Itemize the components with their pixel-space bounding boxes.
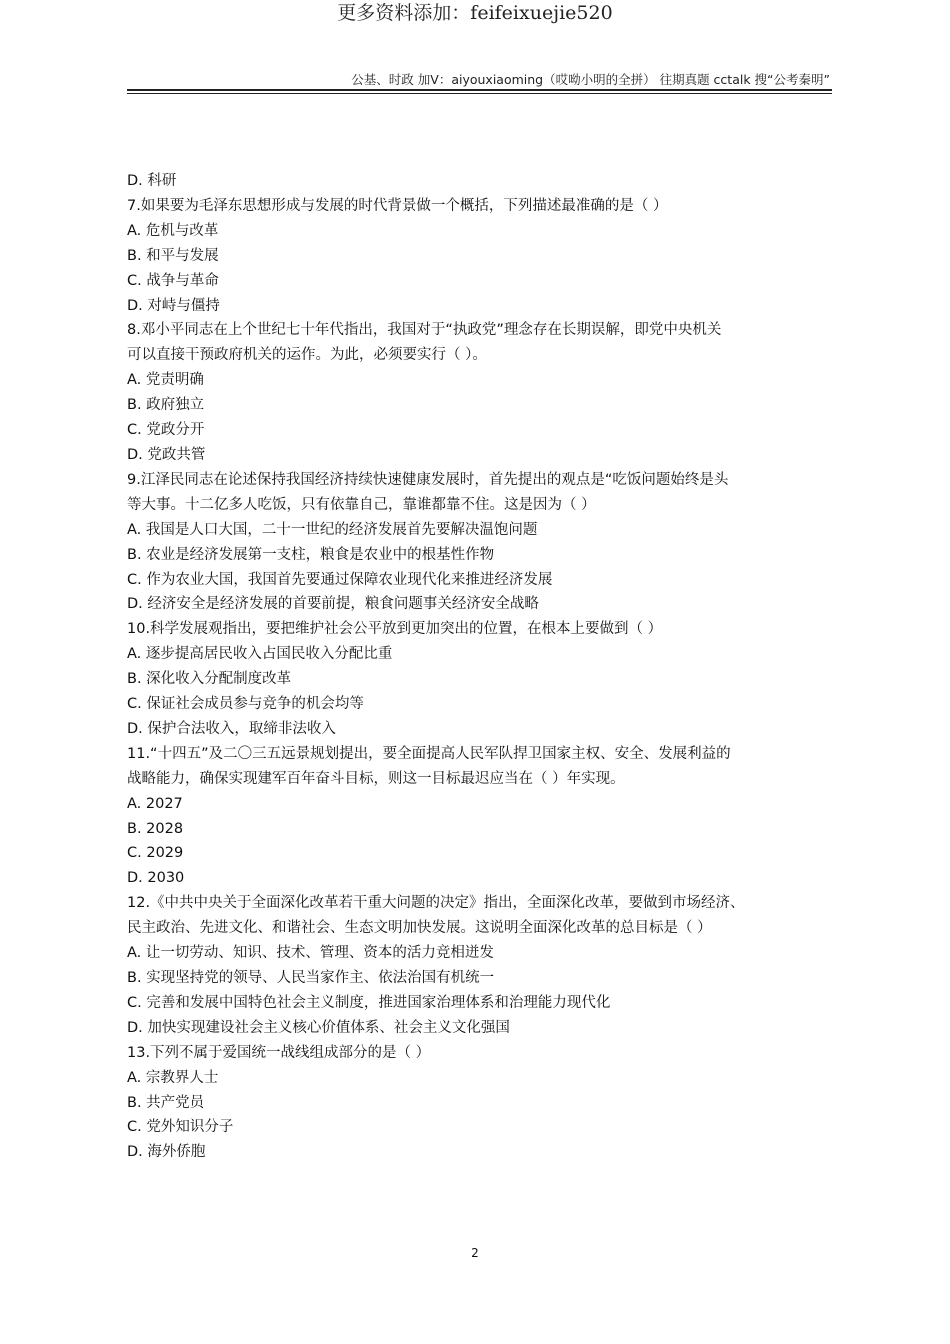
option-line: A. 党责明确 (127, 372, 204, 389)
watermark-text: 更多资料添加：feifeixuejie520 (337, 2, 613, 24)
option-line: B. 共产党员 (127, 1094, 205, 1111)
option-line: D. 保护合法收入，取缔非法收入 (127, 720, 336, 737)
option-line: C. 2029 (127, 845, 184, 862)
question-content (127, 169, 835, 1165)
option-line: C. 保证社会成员参与竞争的机会均等 (127, 696, 364, 713)
option-line: B. 2028 (127, 820, 184, 837)
option-line: B. 实现坚持党的领导、人民当家作主、依法治国有机统一 (127, 970, 495, 986)
option-line: C. 党政分开 (127, 422, 205, 439)
question-stem: 等大事。十二亿多人吃饭，只有依靠自己，靠谁都靠不住。这是因为（ ） (127, 496, 596, 513)
option-line: D. 经济安全是经济发展的首要前提，粮食问题事关经济安全战略 (127, 596, 539, 613)
option-line: A. 逐步提高居民收入占国民收入分配比重 (127, 646, 393, 663)
question-stem: 13.下列不属于爱国统一战线组成部分的是（ ） (127, 1044, 431, 1061)
question-stem: 可以直接干预政府机关的运作。为此，必须要实行（ ）。 (127, 347, 487, 364)
option-line: C. 作为农业大国，我国首先要通过保障农业现代化来推进经济发展 (127, 571, 553, 588)
option-line: D. 2030 (127, 870, 185, 887)
header-rule-thick (127, 89, 832, 91)
option-line: B. 深化收入分配制度改革 (127, 671, 292, 688)
question-stem: 11.“十四五”及二〇三五远景规划提出，要全面提高人民军队捍卫国家主权、安全、发展利益的 (127, 745, 731, 762)
question-stem: 9.江泽民同志在论述保持我国经济持续快速健康发展时，首先提出的观点是“吃饭问题始终是头 (127, 471, 729, 488)
option-line: A. 我国是人口大国，二十一世纪的经济发展首先要解决温饱问题 (127, 521, 538, 538)
question-stem: 10.科学发展观指出，要把维护社会公平放到更加突出的位置，在根本上要做到（ ） (127, 621, 663, 638)
option-line: C. 党外知识分子 (127, 1119, 234, 1136)
page-number: 2 (471, 1246, 479, 1260)
question-stem: 战略能力，确保实现建军百年奋斗目标，则这一目标最迟应当在（ ）年实现。 (127, 770, 625, 787)
option-line: D. 加快实现建设社会主义核心价值体系、社会主义文化强国 (127, 1019, 510, 1036)
option-line: A. 让一切劳动、知识、技术、管理、资本的活力竞相迸发 (127, 945, 494, 962)
question-stem: 民主政治、先进文化、和谐社会、生态文明加快发展。这说明全面深化改革的总目标是（ ） (127, 920, 712, 937)
option-line: A. 2027 (127, 795, 183, 812)
option-line: C. 战争与革命 (127, 272, 219, 289)
option-line: D. 海外侨胞 (127, 1144, 206, 1161)
header-rule-thin (127, 93, 832, 94)
option-line: B. 和平与发展 (127, 247, 219, 264)
option-line: A. 宗教界人士 (127, 1069, 219, 1086)
option-line: B. 农业是经济发展第一支柱，粮食是农业中的根基性作物 (127, 546, 495, 563)
option-line: D. 党政共管 (127, 446, 206, 463)
option-line: D. 对峙与僵持 (127, 297, 220, 314)
question-stem: 7.如果要为毛泽东思想形成与发展的时代背景做一个概括，下列描述最准确的是（ ） (127, 197, 668, 214)
option-line: B. 政府独立 (127, 397, 205, 414)
page-header: 公基、时政 加V：aiyouxiaoming（哎呦小明的全拼） 往期真题 cctalk 搜“公考秦明” (351, 72, 830, 87)
question-stem: 8.邓小平同志在上个世纪七十年代指出，我国对于“执政党”理念存在长期误解，即党中央机关 (127, 322, 722, 339)
question-stem: 12.《中共中央关于全面深化改革若干重大问题的决定》指出，全面深化改革，要做到市场经济、 (127, 895, 745, 912)
text-line: D. 科研 (127, 173, 177, 189)
option-line: C. 完善和发展中国特色社会主义制度，推进国家治理体系和治理能力现代化 (127, 994, 611, 1011)
option-line: A. 危机与改革 (127, 222, 219, 239)
